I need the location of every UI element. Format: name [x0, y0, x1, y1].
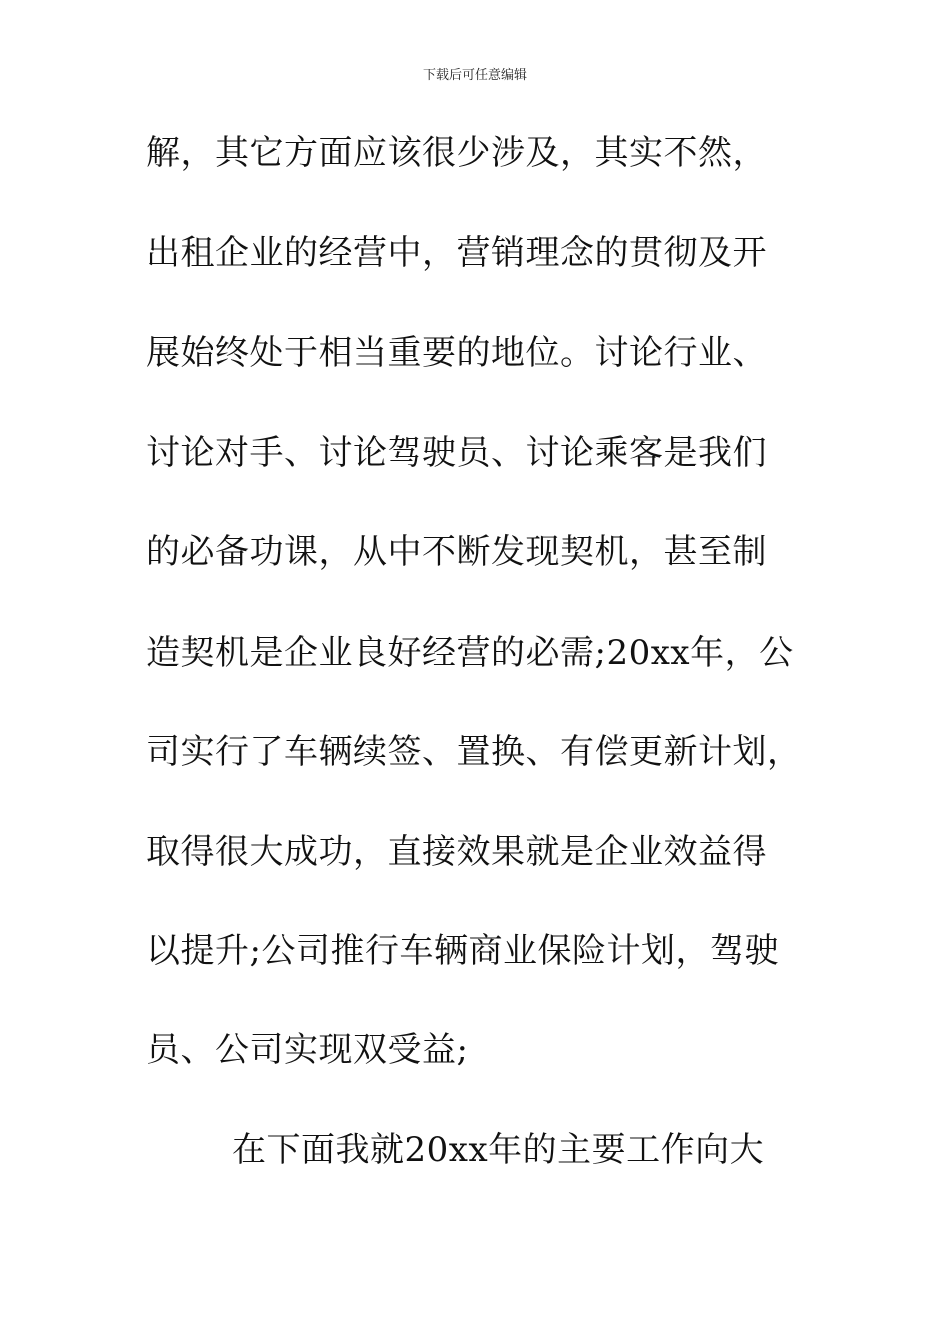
paragraph-line: 展始终处于相当重要的地位。讨论行业、: [146, 333, 767, 373]
paragraph-line: 员、公司实现双受益;: [146, 1030, 469, 1070]
paragraph-line: 取得很大成功，直接效果就是企业效益得: [146, 832, 767, 872]
page-header: 下载后可任意编辑: [422, 68, 527, 83]
paragraph-line: 司实行了车辆续签、置换、有偿更新计划，: [146, 732, 802, 772]
paragraph-line: 解，其它方面应该很少涉及，其实不然，: [146, 133, 767, 173]
paragraph-line: 在下面我就20xx年的主要工作向大: [232, 1130, 765, 1170]
paragraph-line: 出租企业的经营中，营销理念的贯彻及开: [146, 233, 767, 273]
paragraph-line: 以提升;公司推行车辆商业保险计划，驾驶: [146, 931, 779, 971]
paragraph-line: 讨论对手、讨论驾驶员、讨论乘客是我们: [146, 433, 767, 473]
paragraph-line: 的必备功课，从中不断发现契机，甚至制: [146, 532, 767, 572]
paragraph-line: 造契机是企业良好经营的必需;20xx年，公: [146, 633, 794, 673]
